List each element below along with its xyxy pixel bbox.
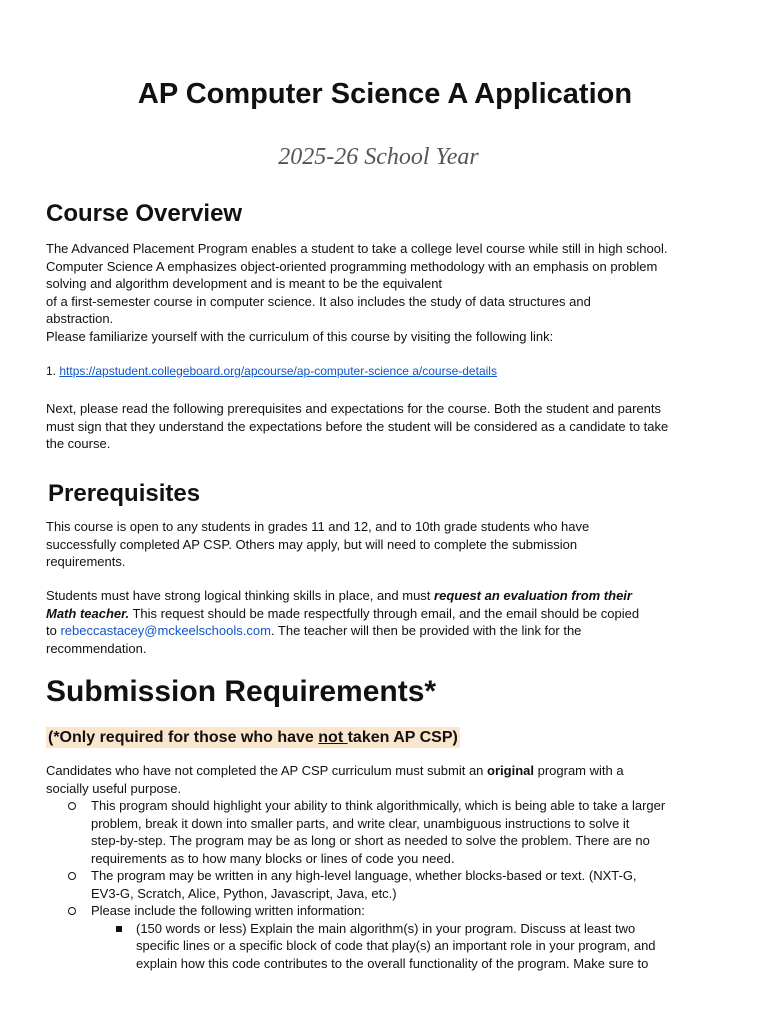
expectations-line: must sign that they understand the expectations before the student will be considered as a candidate to take: [46, 418, 669, 434]
sub-bullet-line: (150 words or less) Explain the main algorithm(s) in your program. Discuss at least two: [136, 920, 636, 936]
hollow-bullet-icon: [68, 802, 76, 810]
sub-bullet-line: specific lines or a specific block of code that play(s) an important role in your program, and: [136, 938, 656, 953]
course-overview-line: of a first-semester course in computer science. It also includes the study of data structures and: [46, 293, 591, 309]
submission-intro-paragraph: [46, 762, 736, 797]
hollow-bullet-icon: [68, 872, 76, 880]
school-year-subtitle: 2025-26 School Year: [278, 144, 479, 170]
evaluation-line: recommendation.: [46, 640, 147, 656]
submission-note: [46, 729, 460, 747]
bullet-line: problem, break it down into smaller parts, and write clear, unambiguous instructions to solve it: [91, 815, 630, 831]
evaluation-emphasis: Math teacher.: [46, 605, 130, 621]
evaluation-text: . The teacher will then be provided with the link for the: [270, 623, 582, 638]
square-bullet-icon: [116, 926, 122, 932]
list-item: [91, 920, 726, 973]
course-overview-line: abstraction.: [46, 311, 114, 326]
list-item: [66, 797, 726, 867]
teacher-email-link[interactable]: rebeccastacey@mckeelschools.com: [60, 623, 271, 638]
evaluation-emphasis: request an evaluation from their: [434, 588, 632, 603]
course-overview-line: Computer Science A emphasizes object-oriented programming methodology with an emphasis on problem: [46, 258, 658, 274]
bullet-line: step-by-step. The program may be as long or short as needed to solve the problem. There are no: [91, 833, 650, 848]
course-link-item: [46, 363, 497, 380]
submission-bullet-list: [66, 797, 726, 972]
document-title: AP Computer Science A Application: [137, 78, 633, 110]
prerequisites-line: This course is open to any students in grades 11 and 12, and to 10th grade students who have: [46, 519, 590, 534]
note-text: (*Only required for those who have: [48, 729, 319, 746]
note-text: taken AP CSP): [347, 729, 458, 746]
evaluation-text: This request should be made respectfully through email, and the email should be copied: [129, 605, 640, 621]
bullet-line: This program should highlight your ability to think algorithmically, which is being able to take a larger: [91, 798, 666, 813]
expectations-paragraph: [46, 400, 736, 453]
intro-bold-text: original: [487, 763, 534, 778]
submission-intro-line: socially useful purpose.: [46, 780, 182, 796]
evaluation-text: Students must have strong logical thinking skills in place, and must: [46, 588, 435, 603]
prerequisites-line: requirements.: [46, 554, 126, 569]
sub-bullet-line: explain how this code contributes to the overall functionality of the program. Make sure to: [136, 955, 649, 971]
bullet-line: The program may be written in any high-level language, whether blocks-based or text. (NXT-G,: [91, 868, 637, 883]
list-number: 1.: [46, 364, 57, 378]
hollow-bullet-icon: [68, 907, 76, 915]
bullet-line: requirements as to how many blocks or lines of code you need.: [91, 850, 455, 866]
evaluation-line: [46, 605, 736, 623]
list-item: [66, 902, 726, 972]
evaluation-paragraph: [46, 587, 736, 657]
course-details-link[interactable]: https://apstudent.collegeboard.org/apcourse/ap-computer-science a/course-details: [59, 364, 497, 378]
list-item: [66, 867, 726, 902]
evaluation-text: to: [46, 623, 61, 638]
intro-text: program with a: [533, 763, 624, 778]
prerequisites-line: successfully completed AP CSP. Others may apply, but will need to complete the submission: [46, 536, 578, 552]
submission-intro-line: [46, 762, 736, 780]
note-underlined-text: not: [318, 729, 348, 746]
prerequisites-heading: Prerequisites: [48, 480, 201, 507]
prerequisites-paragraph: [46, 518, 736, 571]
evaluation-line: [46, 622, 736, 640]
submission-requirements-heading: Submission Requirements*: [46, 675, 437, 708]
course-overview-paragraph: [46, 240, 736, 345]
course-overview-line: The Advanced Placement Program enables a student to take a college level course while still in high school.: [46, 241, 668, 256]
course-overview-heading: Course Overview: [46, 200, 243, 227]
course-overview-line: solving and algorithm development and is meant to be the equivalent: [46, 276, 443, 291]
evaluation-line: [46, 587, 736, 605]
bullet-line: Please include the following written information:: [91, 903, 365, 918]
expectations-line: the course.: [46, 436, 111, 451]
intro-text: Candidates who have not completed the AP CSP curriculum must submit an: [46, 763, 488, 778]
highlighted-note: [46, 727, 460, 748]
expectations-line: Next, please read the following prerequisites and expectations for the course. Both the student and parents: [46, 401, 661, 416]
bullet-line: EV3-G, Scratch, Alice, Python, Javascript, Java, etc.): [91, 885, 397, 901]
course-overview-line: Please familiarize yourself with the curriculum of this course by visiting the following link:: [46, 328, 554, 344]
sub-bullet-list: [91, 920, 726, 973]
